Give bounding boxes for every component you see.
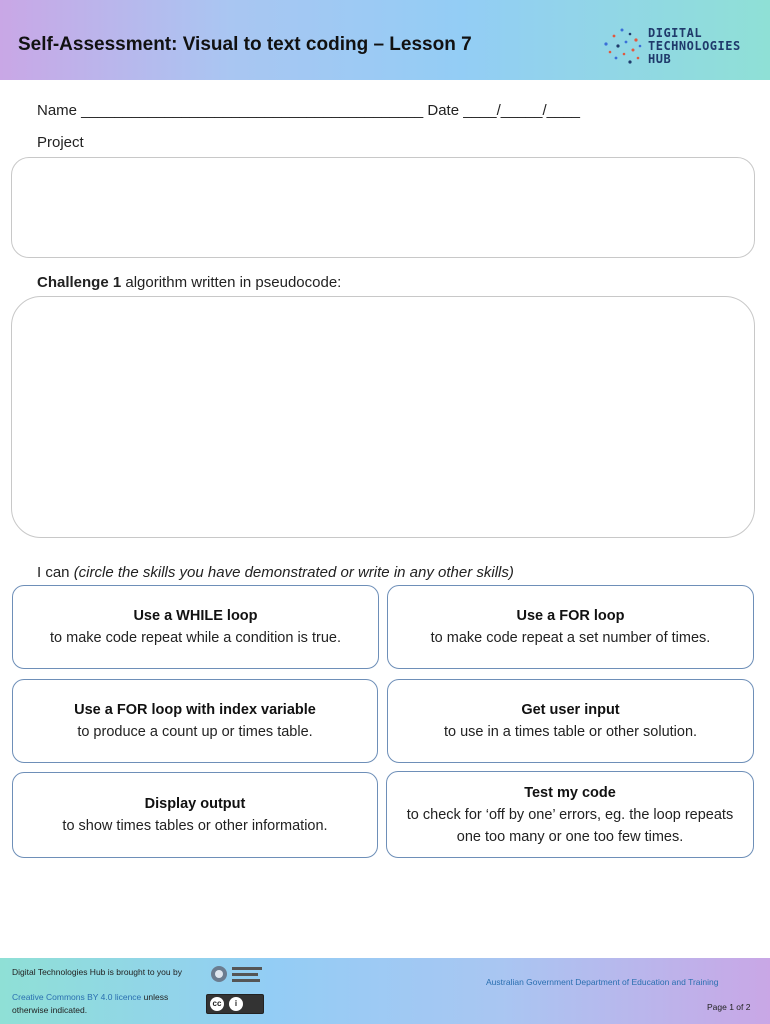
- page-number: Page 1 of 2: [707, 1002, 751, 1012]
- attribution-icon: i: [229, 997, 243, 1011]
- skill-description: to make code repeat while a condition is true.: [50, 630, 341, 646]
- skill-box-user-input[interactable]: [387, 679, 754, 763]
- project-label: Project: [37, 134, 84, 151]
- i-can-label: [37, 564, 514, 581]
- challenge-label-bold: Challenge 1: [37, 274, 122, 291]
- dots-logo-icon: [600, 26, 644, 68]
- digital-technologies-hub-logo: [600, 26, 760, 68]
- pseudocode-input-box[interactable]: [11, 296, 755, 538]
- challenge-label: [37, 274, 341, 291]
- skill-title: Test my code: [524, 784, 616, 801]
- skill-title: Use a WHILE loop: [133, 608, 258, 624]
- creative-commons-link[interactable]: Creative Commons BY 4.0 licence: [12, 992, 142, 1002]
- department-text: Australian Government Department of Education and Training: [486, 977, 719, 987]
- skill-title: Get user input: [521, 702, 620, 718]
- i-can-prefix: I can: [37, 564, 74, 581]
- skill-box-for-loop[interactable]: [387, 585, 754, 669]
- logo-text: [648, 27, 741, 66]
- skill-description: to make code repeat a set number of times.: [430, 630, 711, 646]
- education-services-australia-logo-icon: [210, 963, 266, 985]
- logo-line-technologies: TECHNOLOGIES: [648, 39, 741, 53]
- skill-box-for-loop-index[interactable]: [12, 679, 378, 763]
- page-footer: [0, 958, 770, 1024]
- logo-line-digital: DIGITAL: [648, 26, 703, 40]
- brought-by-text: Digital Technologies Hub is brought to you by: [12, 967, 182, 977]
- skill-title: Use a FOR loop: [516, 608, 625, 624]
- licence-rest-text: unless: [141, 992, 169, 1002]
- cc-by-badge: [206, 994, 264, 1014]
- skill-description: to produce a count up or times table.: [77, 724, 313, 740]
- logo-line-hub: HUB: [648, 52, 672, 66]
- page-title: Self-Assessment: Visual to text coding – Lesson 7: [18, 34, 472, 55]
- skill-description: to show times tables or other information.: [62, 818, 328, 834]
- skill-box-while-loop[interactable]: [12, 585, 379, 669]
- skill-description: to check for ‘off by one’ errors, eg. the loop repeats one too many or one too few times.: [406, 806, 734, 845]
- name-date-line[interactable]: Name _________________________________________ Date ____/_____/____: [37, 102, 581, 119]
- otherwise-text: otherwise indicated.: [12, 1005, 88, 1015]
- skill-title: Display output: [144, 796, 246, 812]
- skill-box-test-code[interactable]: [386, 771, 754, 858]
- cc-icon: cc: [210, 997, 224, 1011]
- challenge-label-rest: algorithm written in pseudocode:: [121, 274, 342, 291]
- skill-box-display-output[interactable]: [12, 772, 378, 858]
- skill-title: Use a FOR loop with index variable: [74, 702, 316, 718]
- page-header: [0, 0, 770, 80]
- licence-text: [12, 992, 168, 1002]
- skill-description: to use in a times table or other solution.: [443, 724, 698, 740]
- project-input-box[interactable]: [11, 157, 755, 258]
- i-can-instruction: (circle the skills you have demonstrated or write in any other skills): [73, 564, 514, 581]
